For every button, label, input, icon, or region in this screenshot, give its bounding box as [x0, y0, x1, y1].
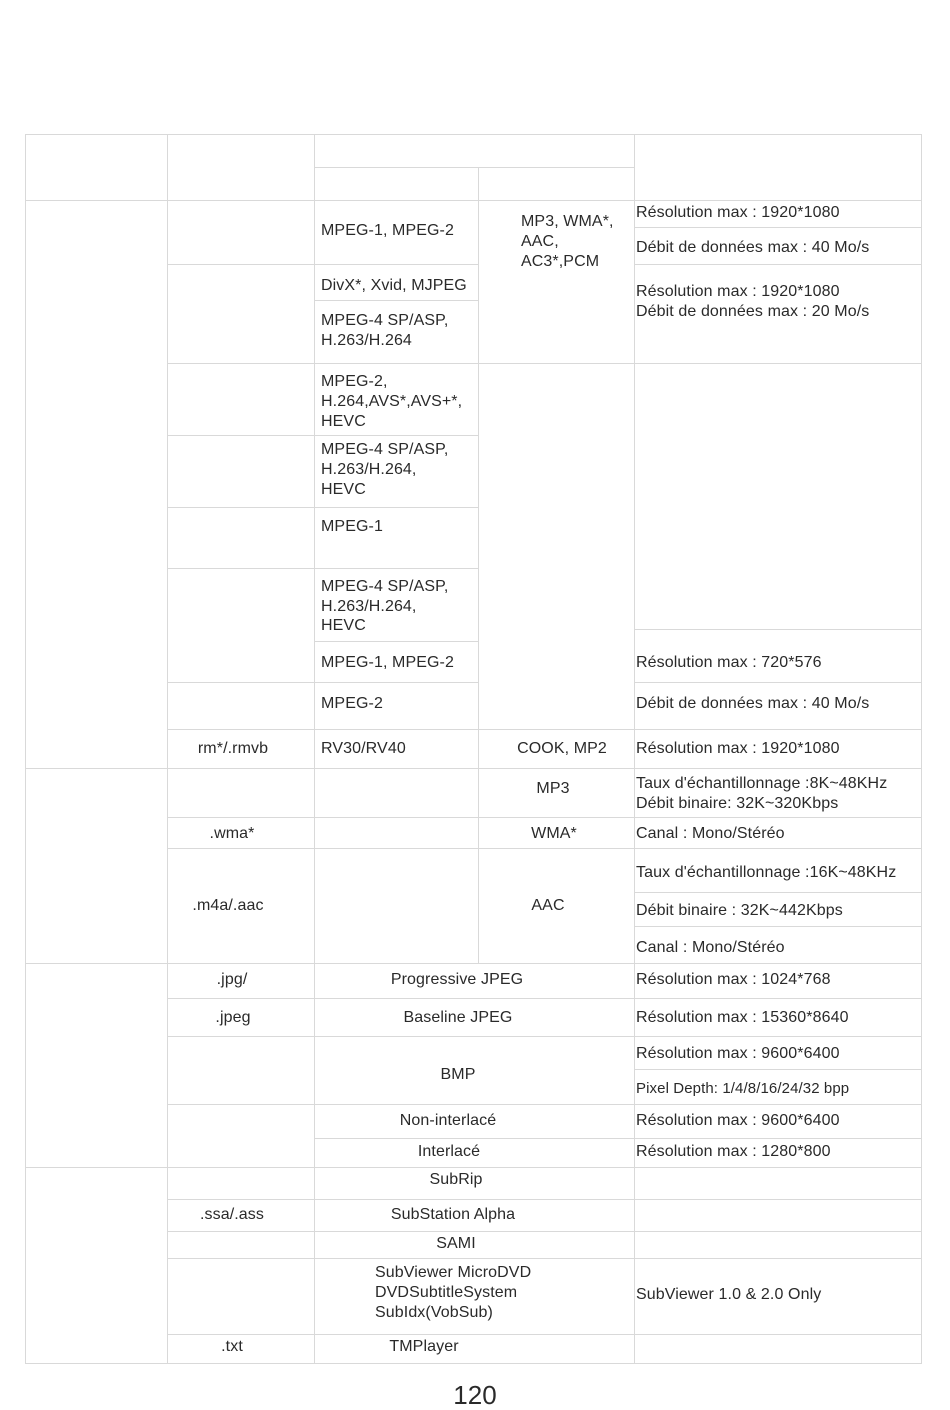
wma-spec: Canal : Mono/Stéréo — [636, 825, 785, 842]
row-line — [634, 926, 921, 927]
video-codec-mpeg4-c-2: H.263/H.264, — [321, 598, 417, 615]
row-line — [167, 729, 921, 730]
video-spec-rate-40: Débit de données max : 40 Mo/s — [636, 239, 870, 256]
col-divider-1 — [167, 134, 168, 1364]
video-codec-mpeg2-1: MPEG-2, — [321, 373, 388, 390]
video-spec-res-1920: Résolution max : 1920*1080 — [636, 204, 840, 221]
subviewer-type-1: SubViewer MicroDVD — [375, 1264, 532, 1281]
video-codec-mpeg4-a-1: MPEG-4 SP/ASP, — [321, 312, 449, 329]
row-line — [167, 1036, 921, 1037]
jpg-type: Progressive JPEG — [390, 971, 524, 988]
video-codec-mpeg12: MPEG-1, MPEG-2 — [321, 222, 454, 239]
mp3-codec: MP3 — [536, 780, 570, 797]
video-audio-codecs-3: AC3*,PCM — [521, 253, 600, 270]
png-type-interlaced: Interlacé — [417, 1143, 481, 1160]
row-line — [167, 1199, 921, 1200]
video-codec-mpeg1: MPEG-1 — [321, 518, 383, 535]
video-spec-res-720: Résolution max : 720*576 — [636, 654, 822, 671]
video-spec-rate-20: Débit de données max : 20 Mo/s — [636, 303, 870, 320]
row-line — [634, 227, 921, 228]
bmp-type: BMP — [440, 1066, 476, 1083]
subrip-type: SubRip — [429, 1171, 483, 1188]
aac-extension: .m4a/.aac — [192, 897, 264, 914]
table-right-border — [921, 134, 922, 1364]
sami-type: SAMI — [436, 1235, 476, 1252]
rm-spec: Résolution max : 1920*1080 — [636, 740, 840, 757]
video-codec-mpeg2-2: H.264,AVS*,AVS+*, — [321, 393, 463, 410]
png-type-noninterlaced: Non-interlacé — [399, 1112, 497, 1129]
row-line — [167, 682, 478, 683]
jpeg-type: Baseline JPEG — [403, 1009, 513, 1026]
rm-codec: RV30/RV40 — [321, 740, 406, 757]
video-codec-mpeg4-b-1: MPEG-4 SP/ASP, — [321, 441, 449, 458]
video-spec-rate-40-b: Débit de données max : 40 Mo/s — [636, 695, 870, 712]
row-line — [167, 817, 921, 818]
table-top-border — [25, 134, 921, 135]
bmp-spec-res: Résolution max : 9600*6400 — [636, 1045, 840, 1062]
video-audio-codecs-1: MP3, WMA*, — [521, 213, 614, 230]
header-bottom — [25, 200, 921, 201]
row-line — [167, 1104, 921, 1105]
video-codec-mpeg2: MPEG-2 — [321, 695, 383, 712]
row-line — [314, 1138, 921, 1139]
aac-codec: AAC — [531, 897, 565, 914]
page-number: 120 — [453, 1380, 497, 1410]
video-codec-mpeg4-b-2: H.263/H.264, — [321, 461, 417, 478]
rm-audio: COOK, MP2 — [517, 740, 607, 757]
section-line — [25, 963, 921, 964]
subviewer-spec: SubViewer 1.0 & 2.0 Only — [636, 1286, 822, 1303]
row-line — [314, 300, 478, 301]
row-line — [167, 435, 478, 436]
wma-extension: .wma* — [209, 825, 255, 842]
row-line — [634, 1069, 921, 1070]
row-line — [167, 998, 921, 999]
row-line — [167, 363, 921, 364]
wma-codec: WMA* — [531, 825, 577, 842]
jpg-spec: Résolution max : 1024*768 — [636, 971, 831, 988]
subviewer-type-3: SubIdx(VobSub) — [375, 1304, 493, 1321]
row-line — [167, 568, 478, 569]
row-line — [314, 641, 478, 642]
rm-extension: rm*/.rmvb — [197, 740, 269, 757]
row-line — [167, 1231, 921, 1232]
video-audio-codecs-2: AAC, — [521, 233, 559, 250]
bmp-spec-depth: Pixel Depth: 1/4/8/16/24/32 bpp — [636, 1080, 850, 1097]
row-line — [634, 629, 921, 630]
video-codec-mpeg4-c-1: MPEG-4 SP/ASP, — [321, 578, 449, 595]
tmplayer-type: TMPlayer — [389, 1338, 459, 1355]
video-codec-mpeg4-b-3: HEVC — [321, 481, 366, 498]
ssa-type: SubStation Alpha — [390, 1206, 516, 1223]
video-codec-mpeg2-3: HEVC — [321, 413, 366, 430]
subviewer-type-2: DVDSubtitleSystem — [375, 1284, 518, 1301]
row-line — [167, 264, 478, 265]
row-line — [167, 848, 921, 849]
row-line — [634, 892, 921, 893]
video-spec-res-1920-b: Résolution max : 1920*1080 — [636, 283, 840, 300]
video-codec-mpeg4-a-2: H.263/H.264 — [321, 332, 412, 349]
mp3-spec-bitrate: Débit binaire: 32K~320Kbps — [636, 795, 839, 812]
video-codec-divx: DivX*, Xvid, MJPEG — [321, 277, 467, 294]
row-line — [634, 682, 921, 683]
jpeg-extension: .jpeg — [215, 1009, 251, 1026]
png-spec-noninterlaced: Résolution max : 9600*6400 — [636, 1112, 840, 1129]
jpg-extension: .jpg/ — [216, 971, 248, 988]
row-line — [167, 1258, 921, 1259]
row-line — [167, 1334, 921, 1335]
video-codec-mpeg4-c-3: HEVC — [321, 617, 366, 634]
col-divider-2 — [314, 134, 315, 1364]
jpeg-spec: Résolution max : 15360*8640 — [636, 1009, 849, 1026]
mp3-spec-rate: Taux d'échantillonnage :8K~48KHz — [636, 775, 888, 792]
header-split — [314, 167, 634, 168]
aac-spec-rate: Taux d'échantillonnage :16K~48KHz — [636, 864, 897, 881]
row-line — [634, 264, 921, 265]
ssa-extension: .ssa/.ass — [199, 1206, 265, 1223]
aac-spec-bitrate: Débit binaire : 32K~442Kbps — [636, 902, 843, 919]
table-left-border — [25, 134, 26, 1364]
col-divider-3 — [478, 167, 479, 963]
col-divider-4 — [634, 134, 635, 1364]
section-line — [25, 768, 921, 769]
table-bottom-border — [25, 1363, 921, 1364]
aac-spec-channel: Canal : Mono/Stéréo — [636, 939, 785, 956]
section-line — [25, 1167, 921, 1168]
video-codec-mpeg12-b: MPEG-1, MPEG-2 — [321, 654, 454, 671]
png-spec-interlaced: Résolution max : 1280*800 — [636, 1143, 831, 1160]
row-line — [167, 507, 478, 508]
txt-extension: .txt — [221, 1338, 243, 1355]
